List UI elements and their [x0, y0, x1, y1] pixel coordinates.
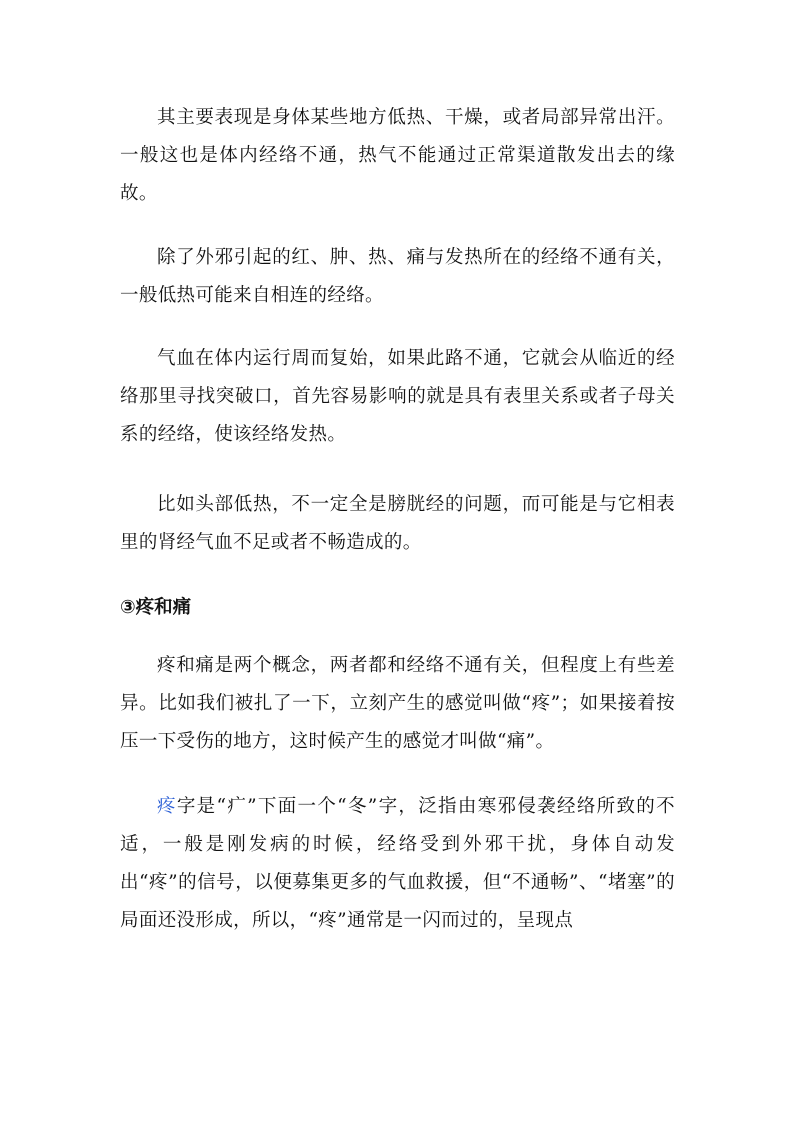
paragraph-6	[120, 788, 675, 940]
paragraph-4	[120, 486, 675, 562]
paragraph-text: 气血在体内运行周而复始，如果此路不通，它就会从临近的经络那里寻找突破口，首先容易影响的就是具有表里关系或者子母关系的经络，使该经络发热。	[120, 348, 675, 445]
paragraph-3	[120, 340, 675, 454]
paragraph-text: 除了外邪引起的红、肿、热、痛与发热所在的经络不通有关，一般低热可能来自相连的经络。	[120, 247, 675, 306]
paragraph-text: 比如头部低热，不一定全是膀胱经的问题，而可能是与它相表里的肾经气血不足或者不畅造成的。	[120, 494, 675, 553]
paragraph-5	[120, 647, 675, 761]
paragraph-text: 疼和痛是两个概念，两者都和经络不通有关，但程度上有些差异。比如我们被扎了一下，立刻产生的感觉叫做“疼”；如果接着按压一下受伤的地方，这时候产生的感觉才叫做“痛”。	[120, 655, 675, 752]
highlighted-character: 疼	[157, 796, 177, 817]
section-heading: ③疼和痛	[120, 597, 192, 618]
paragraph-2	[120, 239, 675, 315]
paragraph-1	[120, 99, 675, 213]
paragraph-text	[120, 788, 675, 940]
paragraph-text: 其主要表现是身体某些地方低热、干燥，或者局部异常出汗。一般这也是体内经络不通，热气不能通过正常渠道散发出去的缘故。	[120, 107, 675, 204]
paragraph-body: 字是“疒”下面一个“冬”字，泛指由寒邪侵袭经络所致的不适，一般是刚发病的时候，经络受到外邪干扰，身体自动发出“疼”的信号，以便募集更多的气血救援，但“不通畅”、“堵塞”的局面还没形成，所以，“疼”通常是一闪而过的，呈现点	[120, 796, 675, 931]
